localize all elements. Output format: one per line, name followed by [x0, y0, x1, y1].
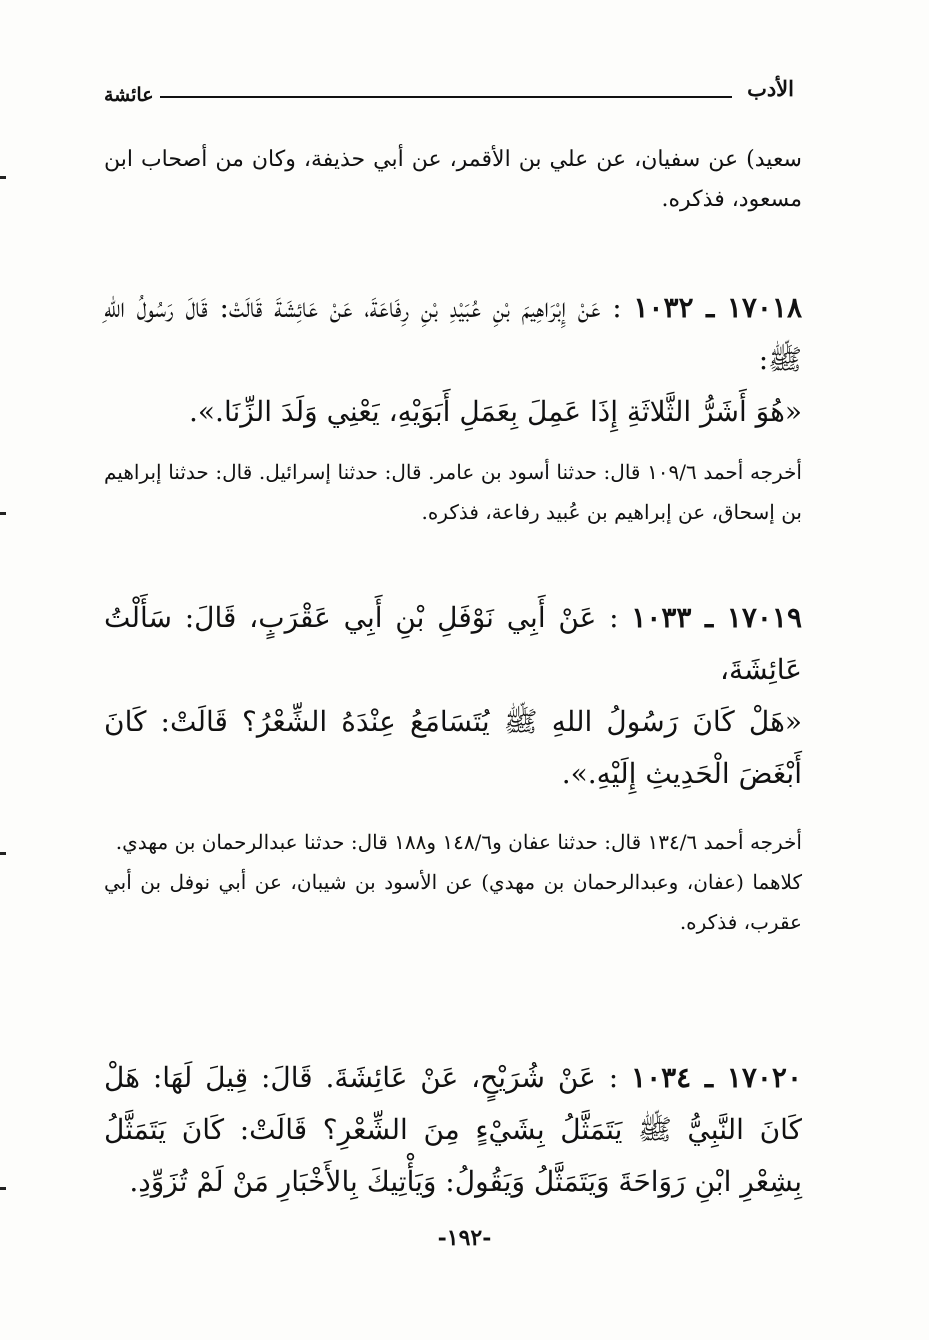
header-rule [160, 96, 732, 98]
hadith-isnad [104, 282, 802, 386]
hadith-number: ١٧٠١٨ ـ ١٠٣٢ [633, 291, 803, 324]
hadith-entry [104, 282, 802, 438]
section-title: عائشة [104, 84, 154, 106]
page-number: -١٩٢- [437, 1225, 492, 1251]
intro-paragraph [104, 140, 802, 220]
hadith-isnad [104, 1052, 802, 1208]
hadith-notes [104, 822, 802, 942]
hadith-number: ١٧٠١٩ ـ ١٠٣٣ [631, 601, 802, 634]
intro-text: سعيد) عن سفيان، عن علي بن الأقمر، عن أبي حذيفة، وكان من أصحاب ابن مسعود، فذكره. [104, 147, 802, 212]
hadith-notes [104, 452, 802, 532]
scan-edge-mark [0, 176, 6, 179]
hadith-matn: «هَلْ كَانَ رَسُولُ اللهِ ﷺ يُتَسَامَعُ عِنْدَهُ الشِّعْرُ؟ قَالَتْ: كَانَ أَبْغَضَ الْحَدِيثِ إِلَيْهِ.». [104, 705, 802, 790]
scan-edge-mark [0, 512, 6, 515]
hadith-note: كلاهما (عفان، وعبدالرحمان بن مهدي) عن الأسود بن شيبان، عن أبي نوفل بن أبي عقرب، فذكره. [104, 870, 802, 934]
hadith-note: أخرجه أحمد ١٣٤/٦ قال: حدثنا عفان و١٤٨/٦ و١٨٨ قال: حدثنا عبدالرحمان بن مهدي. [115, 830, 802, 854]
hadith-note: أخرجه أحمد ١٠٩/٦ قال: حدثنا أسود بن عامر. قال: حدثنا إسرائيل. قال: حدثنا إبراهيم بن إسحاق، عن إبراهيم بن عُبيد رفاعة، فذكره. [104, 460, 802, 524]
hadith-isnad-text: : عَنْ شُرَيْحٍ، عَنْ عَائِشَةَ. قَالَ: قِيلَ لَهَا: هَلْ كَانَ النَّبِيُّ ﷺ يَتَمَثَّلُ بِشَيْءٍ مِنَ الشِّعْرِ؟ قَالَتْ: كَانَ يَتَمَثَّلُ بِشِعْرِ ابْنِ رَوَاحَةَ وَيَتَمَثَّلُ وَيَقُولُ: وَيَأْتِيكَ بِالأَخْبَارِ مَنْ لَمْ تُزَوِّدِ. [104, 1061, 802, 1198]
running-header [104, 72, 794, 112]
chapter-title: الأدب [747, 76, 794, 101]
hadith-isnad-text: : عَنْ أَبِي نَوْفَلِ بْنِ أَبِي عَقْرَبٍ، قَالَ: سَأَلْتُ عَائِشَةَ، [104, 601, 802, 686]
scan-edge-mark [0, 1187, 6, 1190]
hadith-entry [104, 592, 802, 800]
scan-edge-mark [0, 852, 6, 855]
hadith-entry [104, 1052, 802, 1208]
hadith-isnad-text: : عَنْ إِبْرَاهِيمَ بْنِ عُبَيْدِ بْنِ رِفَاعَةَ، عَنْ عَائِشَةَ قَالَتْ: قَالَ رَسُولُ اللهِ ﷺ: [104, 291, 802, 376]
hadith-matn: «هُوَ أَشَرُّ الثَّلاثَةِ إِذَا عَمِلَ بِعَمَلِ أَبَوَيْهِ، يَعْنِي وَلَدَ الزِّنَا.». [189, 395, 802, 428]
hadith-isnad [104, 592, 802, 696]
hadith-number: ١٧٠٢٠ ـ ١٠٣٤ [631, 1061, 802, 1094]
